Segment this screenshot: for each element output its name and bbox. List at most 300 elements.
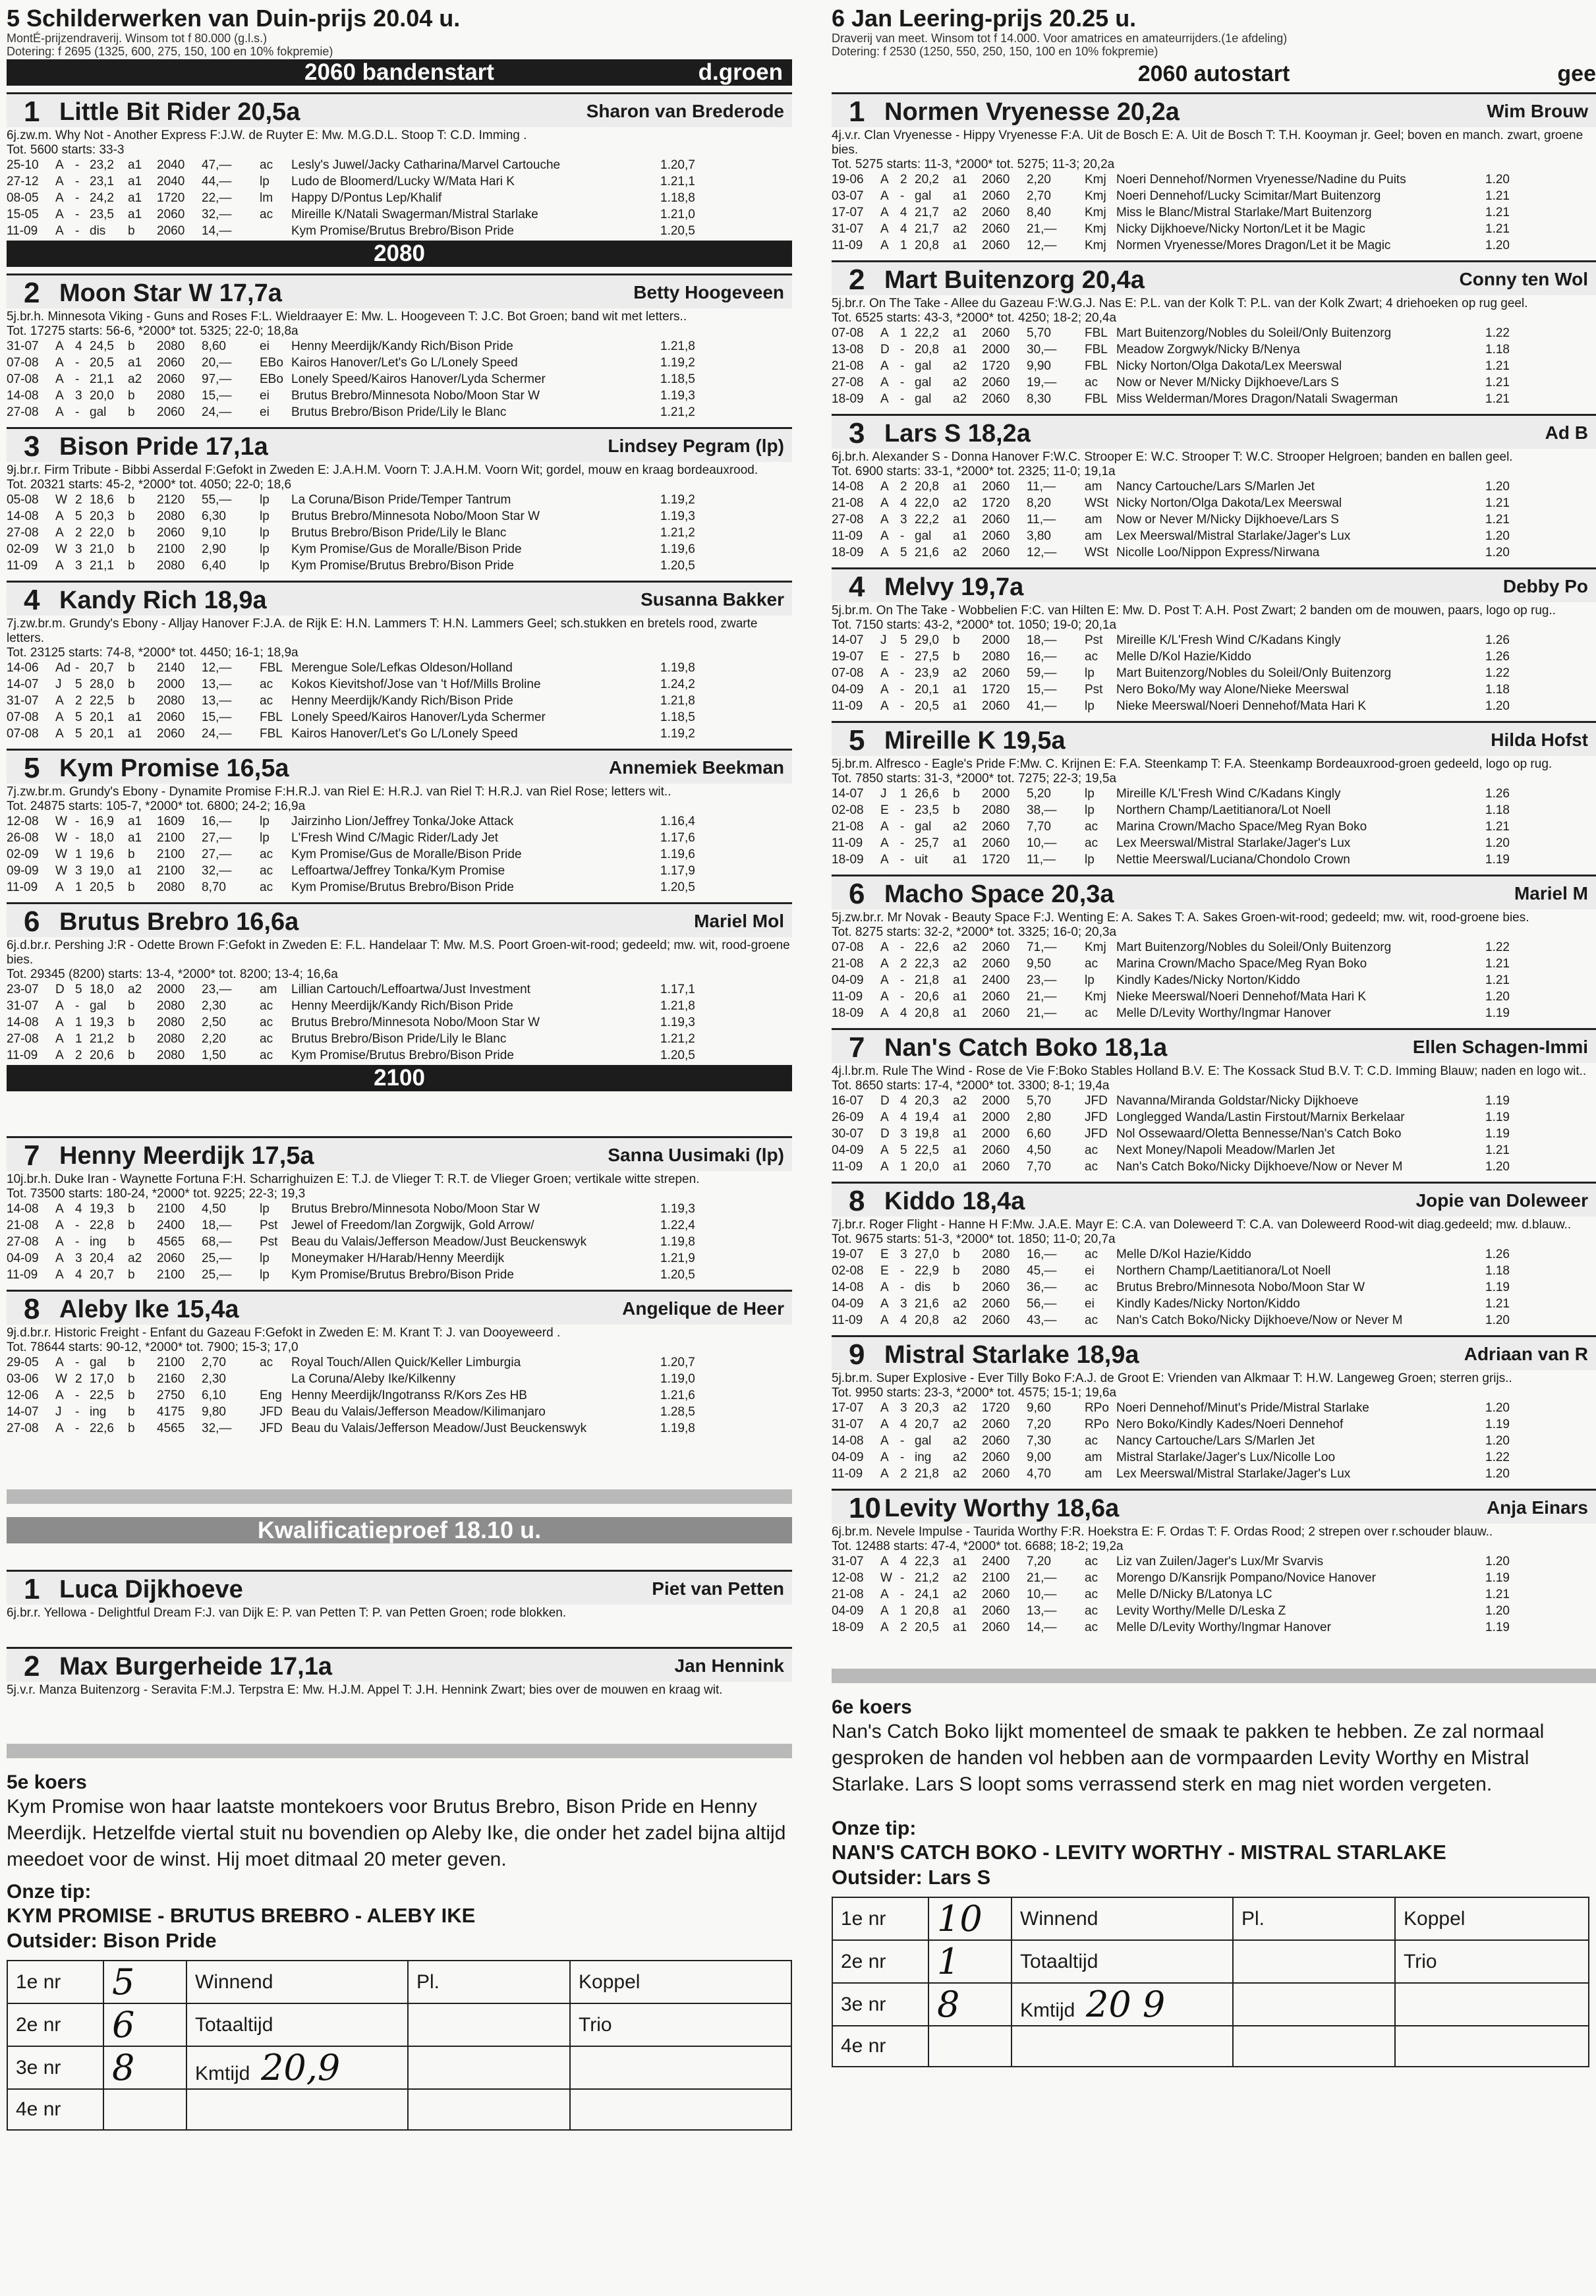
- pedigree-line: 7j.br.r. Roger Flight - Hanne H F:Mw. J.A.E. Mayr E: C.A. van Doleweerd T: C.A. van Doleweerd Rood-wit diag.gedeeld; mw. d.blauw..: [832, 1218, 1572, 1232]
- start-row: [832, 188, 1596, 204]
- start-cell: a2: [953, 1450, 967, 1464]
- start-cell: 1.20: [1485, 529, 1510, 543]
- start-cell: ac: [260, 158, 273, 172]
- start-cell: A: [880, 990, 889, 1004]
- start-cell: lp: [1085, 803, 1095, 817]
- bet-winnend-label: Winnend: [1012, 1897, 1233, 1940]
- start-cell: 6,60: [1027, 1127, 1051, 1141]
- bet-pick-2[interactable]: [928, 1940, 1012, 1983]
- start-cell: -: [900, 376, 905, 389]
- bet-pick-4[interactable]: [928, 2026, 1012, 2067]
- start-cell: 44,—: [202, 175, 232, 188]
- start-cell: Nieke Meerswal/Noeri Dennehof/Mata Hari K: [1116, 699, 1367, 713]
- start-cell: 27-08: [832, 513, 864, 527]
- start-cell: 20,1: [915, 683, 939, 697]
- start-cell: 2080: [157, 1048, 185, 1062]
- bet-kmtijd-label: Kmtijd: [1020, 1999, 1075, 2021]
- start-cell: 1.19,0: [660, 1372, 695, 1386]
- start-row: [7, 846, 792, 863]
- start-cell: 2080: [157, 1032, 185, 1046]
- start-row: [7, 676, 792, 693]
- start-cell: Royal Touch/Allen Quick/Keller Limburgia: [291, 1356, 521, 1369]
- start-cell: 1609: [157, 815, 185, 828]
- start-cell: -: [900, 699, 905, 713]
- start-cell: 2060: [982, 836, 1010, 850]
- start-cell: Mireille K/Natali Swagerman/Mistral Starlake: [291, 208, 538, 221]
- horse-name: Lars S 18,2a: [884, 420, 1031, 447]
- start-cell: 11-09: [7, 1048, 38, 1062]
- bet-blank-cell[interactable]: [1012, 2026, 1233, 2067]
- horse-number: 2: [24, 1650, 40, 1682]
- start-cell: W: [55, 1372, 67, 1386]
- start-cell: 1.20,7: [660, 158, 695, 172]
- start-cell: am: [1085, 529, 1102, 543]
- start-cell: 02-08: [832, 803, 864, 817]
- start-cell: ac: [260, 677, 273, 691]
- start-cell: Noeri Dennehof/Normen Vryenesse/Nadine du Puits: [1116, 173, 1406, 187]
- career-totals: Tot. 78644 starts: 90-12, *2000* tot. 7900; 15-3; 17,0: [7, 1340, 299, 1354]
- start-cell: Northern Champ/Laetitianora/Lot Noell: [1116, 803, 1331, 817]
- start-row: [832, 665, 1596, 681]
- career-totals: Tot. 5600 starts: 33-3: [7, 143, 125, 157]
- start-cell: A: [55, 526, 64, 540]
- start-cell: 19,—: [1027, 376, 1057, 389]
- bet-blank-cell[interactable]: [1233, 2026, 1395, 2067]
- bet-kmtijd-cell[interactable]: [1012, 1983, 1233, 2026]
- handwritten-pick: 6: [112, 2004, 135, 2046]
- start-cell: A: [55, 224, 64, 238]
- start-cell: gal: [90, 405, 107, 419]
- bet-blank-cell[interactable]: [570, 2089, 791, 2130]
- start-cell: 20,0: [915, 1160, 939, 1174]
- start-cell: RPo: [1085, 1401, 1109, 1415]
- start-row: [832, 1400, 1596, 1416]
- start-cell: 26,6: [915, 787, 939, 801]
- horse-name: Max Burgerheide 17,1a: [59, 1653, 332, 1680]
- start-row: [7, 726, 792, 742]
- bet-blank-cell[interactable]: [1395, 1983, 1589, 2026]
- bet-blank-cell[interactable]: [408, 2003, 570, 2046]
- start-cell: Moneymaker H/Harab/Henny Meerdijk: [291, 1251, 505, 1265]
- start-cell: 1: [900, 239, 907, 252]
- start-cell: 1.21: [1485, 359, 1510, 373]
- start-cell: Kindly Kades/Nicky Norton/Kiddo: [1116, 973, 1300, 987]
- start-cell: lp: [260, 493, 270, 507]
- start-cell: -: [75, 191, 80, 205]
- start-cell: 2000: [157, 983, 185, 996]
- pedigree-line: 6j.d.br.r. Pershing J:R - Odette Brown F:Gefokt in Zweden E: F.L. Handelaar T: Mw. M.S. Poort Groen-wit-rood; gedeeld; mw. wit, rood-groene bies.: [7, 938, 790, 967]
- start-cell: 2080: [157, 509, 185, 523]
- start-cell: Melle D/Levity Worthy/Ingmar Hanover: [1116, 1006, 1331, 1020]
- entry-header: [7, 1570, 792, 1605]
- start-cell: 5: [75, 710, 82, 724]
- start-cell: 1.19,6: [660, 542, 695, 556]
- separator: [7, 1489, 792, 1504]
- start-cell: Next Money/Napoli Meadow/Marlen Jet: [1116, 1143, 1335, 1157]
- start-cell: 1.22: [1485, 940, 1510, 954]
- start-cell: 22,2: [915, 513, 939, 527]
- start-cell: Miss le Blanc/Mistral Starlake/Mart Buitenzorg: [1116, 206, 1372, 219]
- start-cell: 32,—: [202, 1421, 232, 1435]
- start-cell: 14,—: [1027, 1621, 1057, 1634]
- start-cell: a1: [953, 836, 967, 850]
- start-cell: 2400: [157, 1219, 185, 1232]
- start-cell: 25,7: [915, 836, 939, 850]
- start-cell: 1.26: [1485, 633, 1510, 647]
- horse-entry: [832, 92, 1596, 254]
- pedigree-line: 6j.zw.m. Why Not - Another Express F:J.W. de Ruyter E: Mw. M.G.D.L. Stoop T: C.D. Imming .: [7, 129, 527, 142]
- start-cell: 20,8: [915, 1313, 939, 1327]
- start-cell: 2060: [982, 392, 1010, 406]
- entry-header: [7, 273, 792, 308]
- driver-name: Hilda Hofst: [1491, 730, 1588, 750]
- start-cell: D: [880, 343, 890, 357]
- start-cell: 4: [900, 1110, 907, 1124]
- start-cell: 2060: [157, 727, 185, 741]
- start-cell: 21-08: [832, 1588, 864, 1601]
- start-cell: 1.17,1: [660, 983, 695, 996]
- start-cell: ac: [1085, 1160, 1098, 1174]
- distance-bar-2100: [7, 1065, 792, 1091]
- start-cell: ei: [1085, 1297, 1095, 1311]
- start-cell: a1: [953, 1160, 967, 1174]
- start-cell: 1.19: [1485, 853, 1510, 867]
- start-cell: 2: [75, 1372, 82, 1386]
- bet-pick-3[interactable]: [103, 2046, 186, 2089]
- start-cell: 24,5: [90, 339, 114, 353]
- start-cell: Pst: [1085, 683, 1103, 697]
- start-cell: 2080: [982, 1248, 1010, 1261]
- start-cell: A: [880, 699, 889, 713]
- start-cell: ac: [1085, 957, 1098, 971]
- horse-entry: [832, 721, 1596, 868]
- start-row: [832, 1603, 1596, 1619]
- bet-blank-cell[interactable]: [408, 2089, 570, 2130]
- start-cell: am: [1085, 1467, 1102, 1481]
- start-cell: -: [900, 853, 905, 867]
- horse-name: Nan's Catch Boko 18,1a: [884, 1034, 1168, 1062]
- start-cell: L'Fresh Wind C/Magic Rider/Lady Jet: [291, 831, 499, 845]
- start-cell: 1.20: [1485, 1160, 1510, 1174]
- start-row: [832, 956, 1596, 972]
- start-cell: 2060: [982, 546, 1010, 560]
- distance-bar: [832, 62, 1596, 86]
- start-cell: b: [128, 661, 135, 675]
- start-cell: 04-09: [832, 1297, 864, 1311]
- track-tag: d.groen: [698, 59, 783, 85]
- distance-label: 2100: [374, 1065, 425, 1091]
- horse-name: Bison Pride 17,1a: [59, 433, 268, 461]
- start-cell: 2060: [982, 1418, 1010, 1431]
- start-cell: ac: [260, 999, 273, 1013]
- start-cell: Kmj: [1085, 222, 1106, 236]
- start-cell: 1.19,3: [660, 1016, 695, 1029]
- driver-name: Jopie van Doleweer: [1415, 1190, 1588, 1211]
- horse-name: Mart Buitenzorg 20,4a: [884, 266, 1145, 294]
- horse-number: 7: [24, 1139, 40, 1172]
- comment-heading: 5e koers: [7, 1771, 87, 1793]
- start-cell: dis: [90, 224, 106, 238]
- bet-pick-2[interactable]: [103, 2003, 186, 2046]
- start-cell: ing: [915, 1450, 932, 1464]
- start-cell: 56,—: [1027, 1297, 1057, 1311]
- start-cell: A: [880, 1434, 889, 1448]
- start-cell: 1.20,5: [660, 880, 695, 894]
- start-cell: 2060: [982, 1297, 1010, 1311]
- start-cell: 2000: [157, 677, 185, 691]
- horse-entry: [7, 749, 792, 896]
- start-cell: a2: [953, 1313, 967, 1327]
- start-cell: Morengo D/Kansrijk Pompano/Novice Hanover: [1116, 1571, 1376, 1585]
- start-cell: 1.18,8: [660, 191, 695, 205]
- entry-header: [7, 581, 792, 616]
- start-cell: 5,20: [1027, 787, 1051, 801]
- horse-entry: [832, 414, 1596, 561]
- horse-number: 8: [849, 1185, 865, 1217]
- start-cell: ac: [260, 1356, 273, 1369]
- bet-slip: [832, 1897, 1589, 2067]
- start-cell: 2,70: [1027, 189, 1051, 203]
- bet-blank-cell[interactable]: [186, 2089, 408, 2130]
- start-row: [832, 1619, 1596, 1636]
- start-cell: Mart Buitenzorg/Nobles du Soleil/Only Buitenzorg: [1116, 326, 1392, 340]
- start-cell: Kym Promise/Gus de Moralle/Bison Pride: [291, 542, 522, 556]
- start-cell: Pst: [1085, 633, 1103, 647]
- start-cell: 2080: [982, 1264, 1010, 1278]
- pedigree-line: 6j.br.h. Alexander S - Donna Hanover F:W.C. Strooper E: W.C. Strooper T: W.C. Strooper Helgroen; banden en ballen geel.: [832, 450, 1513, 464]
- start-cell: La Coruna/Aleby Ike/Kilkenny: [291, 1372, 456, 1386]
- start-cell: 11,—: [1027, 513, 1056, 527]
- start-cell: A: [55, 175, 64, 188]
- start-cell: [260, 1371, 291, 1387]
- start-cell: 4: [75, 1268, 82, 1282]
- start-cell: Kairos Hanover/Let's Go L/Lonely Speed: [291, 356, 518, 370]
- start-cell: a1: [128, 864, 142, 878]
- start-cell: 10,—: [1027, 1588, 1057, 1601]
- start-cell: ei: [260, 405, 270, 419]
- start-cell: 11-09: [7, 1268, 38, 1282]
- start-cell: 5: [900, 1143, 907, 1157]
- bet-blank-cell[interactable]: [408, 2046, 570, 2089]
- start-row: [832, 495, 1596, 511]
- start-cell: 20,—: [202, 356, 232, 370]
- bet-kmtijd-label: Kmtijd: [195, 2063, 250, 2084]
- start-cell: 20,8: [915, 480, 939, 494]
- start-cell: 15-05: [7, 208, 39, 221]
- start-cell: Kmj: [1085, 990, 1106, 1004]
- start-cell: ac: [1085, 836, 1098, 850]
- start-cell: 18,0: [90, 831, 114, 845]
- start-cell: 07-08: [7, 710, 39, 724]
- start-cell: Nicky Norton/Olga Dakota/Lex Meerswal: [1116, 359, 1342, 373]
- start-cell: W: [880, 1571, 892, 1585]
- career-totals: Tot. 9950 starts: 23-3, *2000* tot. 4575; 15-1; 19,6a: [832, 1386, 1117, 1400]
- start-cell: 6,30: [202, 509, 226, 523]
- start-cell: 9,50: [1027, 957, 1051, 971]
- start-cell: 1.26: [1485, 787, 1510, 801]
- start-row: [832, 681, 1596, 698]
- start-cell: a1: [953, 326, 967, 340]
- start-cell: 30-07: [832, 1127, 864, 1141]
- start-cell: 5: [75, 983, 82, 996]
- start-cell: 26-08: [7, 831, 39, 845]
- start-cell: A: [880, 1467, 889, 1481]
- start-cell: -: [75, 1356, 80, 1369]
- bet-pick-1[interactable]: [928, 1897, 1012, 1940]
- start-cell: Leffoartwa/Jeffrey Tonka/Kym Promise: [291, 864, 505, 878]
- start-cell: 2,30: [202, 999, 226, 1013]
- start-cell: E: [880, 1248, 889, 1261]
- start-cell: 07-08: [7, 372, 39, 386]
- bet-pick-1[interactable]: [103, 1961, 186, 2003]
- bet-blank-cell[interactable]: [1395, 2026, 1589, 2067]
- start-row: [7, 1371, 792, 1387]
- start-cell: lp: [1085, 787, 1095, 801]
- entry-header: [832, 1028, 1596, 1063]
- start-cell: 2,70: [202, 1356, 226, 1369]
- start-row: [7, 387, 792, 404]
- start-cell: b: [953, 633, 960, 647]
- start-cell: W: [55, 831, 67, 845]
- start-cell: -: [75, 224, 80, 238]
- start-cell: Levity Worthy/Melle D/Leska Z: [1116, 1604, 1286, 1618]
- start-cell: 1: [75, 847, 82, 861]
- start-cell: Melle D/Levity Worthy/Ingmar Hanover: [1116, 1621, 1331, 1634]
- bet-trio-label: Trio: [1395, 1940, 1589, 1983]
- start-cell: lp: [260, 542, 270, 556]
- start-cell: Beau du Valais/Jefferson Meadow/Just Beuckenswyk: [291, 1421, 587, 1435]
- start-cell: 59,—: [1027, 666, 1057, 680]
- start-cell: a2: [953, 1094, 967, 1108]
- start-cell: 21,6: [915, 546, 939, 560]
- entry-header: [7, 1647, 792, 1682]
- start-cell: 18-09: [832, 546, 864, 560]
- start-cell: 1: [900, 326, 907, 340]
- start-row: [832, 544, 1596, 561]
- start-cell: 1.20,5: [660, 1048, 695, 1062]
- start-cell: a1: [953, 1143, 967, 1157]
- start-cell: 25-10: [7, 158, 39, 172]
- start-cell: ac: [1085, 1621, 1098, 1634]
- start-cell: 1.21: [1485, 1143, 1510, 1157]
- start-cell: 19-06: [832, 173, 864, 187]
- bet-pick-4[interactable]: [103, 2089, 186, 2130]
- start-cell: A: [880, 1297, 889, 1311]
- start-cell: 4,50: [1027, 1143, 1051, 1157]
- start-cell: 1.21: [1485, 957, 1510, 971]
- start-row: [832, 171, 1596, 188]
- start-cell: 6,10: [202, 1389, 226, 1402]
- start-cell: A: [880, 189, 889, 203]
- start-row: [832, 1126, 1596, 1142]
- start-cell: 4: [900, 206, 907, 219]
- start-cell: RPo: [1085, 1418, 1109, 1431]
- start-cell: ac: [1085, 1006, 1098, 1020]
- bet-kmtijd-cell[interactable]: [186, 2046, 408, 2089]
- start-row: [832, 1093, 1596, 1109]
- driver-name: Sharon van Brederode: [586, 101, 784, 121]
- start-row: [7, 660, 792, 676]
- start-cell: 22,2: [915, 326, 939, 340]
- start-cell: -: [75, 208, 80, 221]
- start-cell: 8,20: [1027, 496, 1051, 510]
- start-cell: 2080: [157, 339, 185, 353]
- start-cell: ac: [260, 847, 273, 861]
- start-cell: 18,0: [90, 983, 114, 996]
- start-cell: 2060: [982, 666, 1010, 680]
- start-cell: 1.21: [1485, 189, 1510, 203]
- start-cell: a1: [953, 1006, 967, 1020]
- start-cell: 2080: [982, 803, 1010, 817]
- start-cell: 4: [75, 339, 82, 353]
- start-cell: 32,—: [202, 208, 232, 221]
- start-cell: Eng: [260, 1389, 282, 1402]
- start-cell: 2080: [157, 389, 185, 403]
- start-cell: Pst: [260, 1219, 278, 1232]
- bet-blank-cell[interactable]: [1233, 1940, 1395, 1983]
- start-cell: -: [75, 356, 80, 370]
- start-cell: 36,—: [1027, 1280, 1057, 1294]
- start-cell: 20,6: [90, 1048, 114, 1062]
- horse-name: Moon Star W 17,7a: [59, 279, 282, 307]
- driver-name: Betty Hoogeveen: [633, 282, 784, 302]
- start-cell: 1: [75, 1016, 82, 1029]
- start-cell: 21,—: [1027, 1571, 1057, 1585]
- start-cell: 07-08: [7, 727, 39, 741]
- start-cell: gal: [915, 1434, 932, 1448]
- start-cell: 31-07: [7, 694, 39, 708]
- start-row: [832, 786, 1596, 802]
- start-cell: Kym Promise/Gus de Moralle/Bison Pride: [291, 847, 522, 861]
- start-cell: ac: [1085, 1313, 1098, 1327]
- start-cell: Mart Buitenzorg/Nobles du Soleil/Only Buitenzorg: [1116, 666, 1392, 680]
- start-cell: Longlegged Wanda/Lastin Firstout/Marnix Berkelaar: [1116, 1110, 1405, 1124]
- pedigree-line: 5j.zw.br.r. Mr Novak - Beauty Space F:J. Wenting E: A. Sakes T: A. Sakes Groen-wit-rood; gedeeld; mw. wit, rood-groene bies.: [832, 911, 1529, 925]
- bet-pick-3[interactable]: [928, 1983, 1012, 2026]
- start-cell: ac: [260, 1032, 273, 1046]
- start-cell: ei: [260, 389, 270, 403]
- start-cell: 9,00: [1027, 1450, 1051, 1464]
- start-cell: 2060: [982, 529, 1010, 543]
- entry-header: [7, 749, 792, 784]
- horse-entry: [7, 1290, 792, 1437]
- start-cell: a2: [953, 1401, 967, 1415]
- start-row: [7, 1201, 792, 1217]
- start-cell: 20,6: [915, 990, 939, 1004]
- start-cell: ac: [1085, 650, 1098, 664]
- start-cell: b: [128, 542, 135, 556]
- start-cell: 7,20: [1027, 1555, 1051, 1568]
- start-row: [7, 981, 792, 998]
- start-cell: 18-09: [832, 392, 864, 406]
- horse-name: Levity Worthy 18,6a: [884, 1495, 1120, 1522]
- bet-blank-cell[interactable]: [1233, 1983, 1395, 2026]
- start-cell: 13,—: [1027, 1604, 1057, 1618]
- race-purse: Dotering: f 2530 (1250, 550, 250, 150, 100 en 10% fokpremie): [832, 45, 1158, 58]
- start-cell: 20,1: [90, 727, 114, 741]
- start-cell: -: [900, 820, 905, 834]
- entry-group: [7, 1136, 792, 1437]
- horse-entry: [832, 875, 1596, 1021]
- start-cell: A: [55, 405, 64, 419]
- start-cell: 20,1: [90, 710, 114, 724]
- start-cell: Beau du Valais/Jefferson Meadow/Kilimanjaro: [291, 1405, 546, 1419]
- start-cell: 21,—: [1027, 222, 1057, 236]
- bet-blank-cell[interactable]: [570, 2046, 791, 2089]
- horse-number: 8: [24, 1293, 40, 1325]
- bet-pl-label: Pl.: [1233, 1897, 1395, 1940]
- start-cell: ac: [1085, 1434, 1098, 1448]
